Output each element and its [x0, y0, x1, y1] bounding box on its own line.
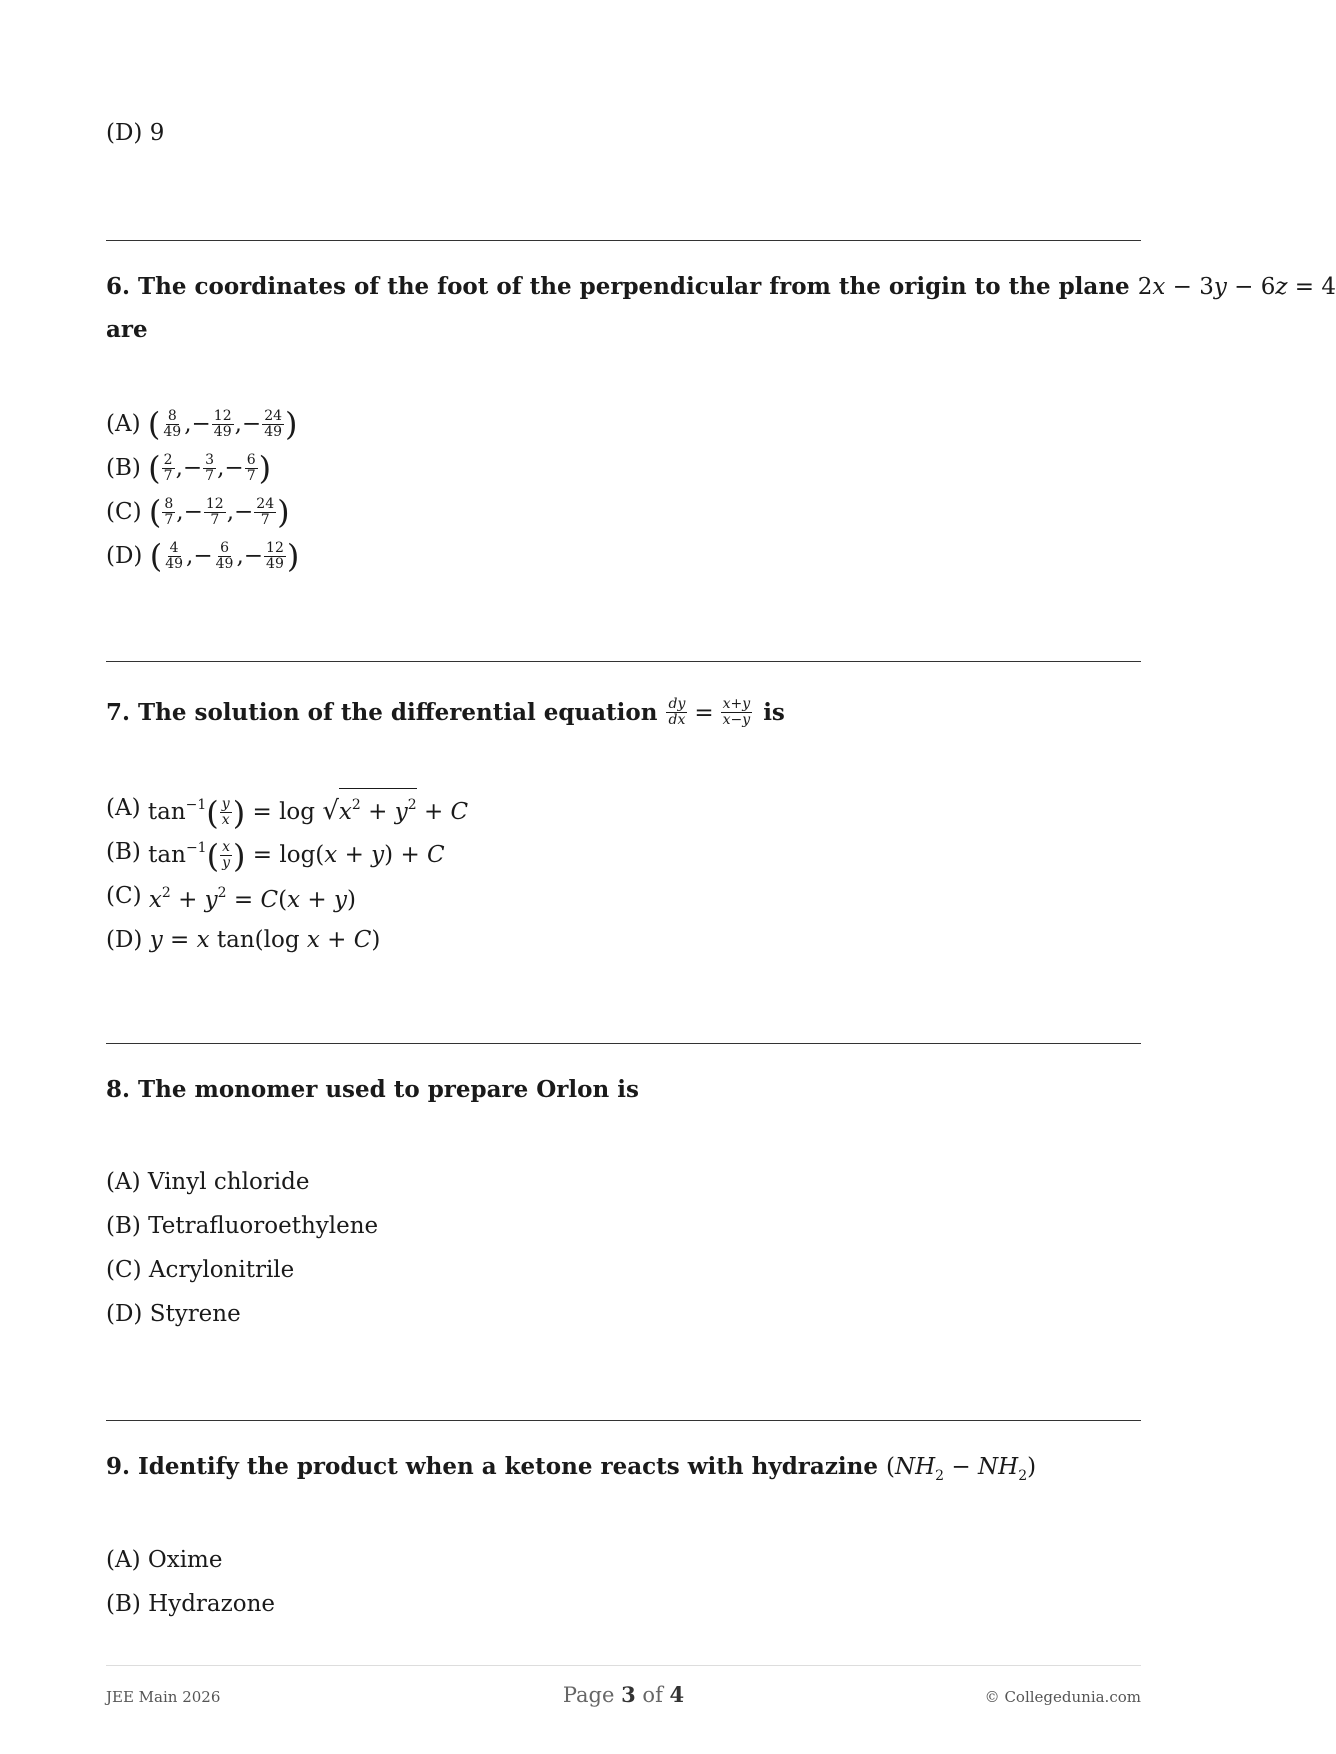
fraction: $\frac{8}{7}$	[164, 495, 174, 528]
fraction: $\frac{3}{7}$	[205, 451, 215, 484]
page-total: 4	[669, 1682, 685, 1707]
prev-option-d: (D) 9	[106, 120, 165, 146]
question-9-equation: $(NH_2 - NH_2)$	[886, 1454, 1037, 1484]
option-label: (D)	[106, 927, 143, 953]
question-9	[106, 1452, 1036, 1491]
question-8-option-d: (D) Styrene	[106, 1301, 241, 1327]
fraction: $\frac{24}{7}$	[256, 495, 275, 528]
question-7-text: 7. The solution of the differential equation	[106, 698, 658, 726]
page-current: 3	[621, 1682, 636, 1707]
option-label: (C)	[106, 499, 142, 525]
fraction: $\frac{6}{7}$	[246, 451, 256, 484]
fraction: $\frac{12}{49}$	[266, 539, 284, 572]
question-7-option-b: (B) $\tan^{-1}$( $\frac{x}{y}$ ) = log(x + y) + C	[106, 836, 445, 875]
question-6-options	[106, 402, 299, 578]
fraction: $\frac{12}{49}$	[213, 407, 232, 440]
option-label: (B)	[106, 839, 141, 865]
fraction: $\frac{2}{7}$	[163, 451, 173, 484]
separator	[106, 1420, 1141, 1421]
fraction: $\frac{4}{49}$	[165, 539, 184, 572]
separator	[106, 240, 1141, 241]
question-6-option-a: (A) ( $\frac{8}{49}$ , − $\frac{12}{49}$ , − $\frac{24}{49}$ )	[106, 405, 298, 443]
option-label: (A)	[106, 795, 141, 821]
page	[106, 0, 1336, 1754]
question-6	[106, 272, 1336, 302]
footer-exam-name: JEE Main 2026	[106, 1688, 221, 1706]
question-6-option-c: (C) ( $\frac{8}{7}$ , − $\frac{12}{7}$ , − $\frac{24}{7}$ )	[106, 493, 290, 531]
question-7-option-c: (C) $x^2 + y^2 = C(x + y)$	[106, 883, 356, 913]
question-7-option-d: (D) y = x tan(log x + C)	[106, 927, 381, 953]
question-9-options	[106, 1538, 275, 1626]
question-8-option-b: (B) Tetrafluoroethylene	[106, 1213, 379, 1239]
question-8-options	[106, 1160, 378, 1336]
question-6-equation: 2x − 3y − 6z = 4	[1137, 274, 1336, 300]
fraction: $\frac{6}{49}$	[215, 539, 234, 572]
option-label: (C)	[106, 883, 142, 909]
page-word: Page	[562, 1683, 615, 1707]
question-8: 8. The monomer used to prepare Orlon is	[106, 1076, 639, 1103]
question-7-text-end: is	[763, 698, 785, 726]
fraction: $\frac{12}{7}$	[205, 495, 224, 528]
footer-copyright: © Collegedunia.com	[984, 1688, 1141, 1706]
option-label: (A)	[106, 411, 141, 437]
question-8-option-c: (C) Acrylonitrile	[106, 1257, 295, 1283]
fraction: $\frac{24}{49}$	[264, 407, 283, 440]
separator	[106, 661, 1141, 662]
question-6-option-d: (D) ( $\frac{4}{49}$ , − $\frac{6}{49}$ , − $\frac{12}{49}$ )	[106, 537, 300, 575]
question-7-option-a: (A) $\tan^{-1}$( $\frac{y}{x}$ ) = $\log √x^2 + y^2 + C$	[106, 786, 468, 830]
page-footer	[106, 1665, 1141, 1726]
question-7-equation: $\frac{dy}{dx}$ = $\frac{x+y}{x-y}$	[668, 696, 751, 728]
question-8-option-a: (A) Vinyl chloride	[106, 1169, 310, 1195]
question-9-option-a: (A) Oxime	[106, 1547, 223, 1573]
question-7-options	[106, 786, 468, 962]
question-6-option-b: (B) ( $\frac{2}{7}$ , − $\frac{3}{7}$ , − $\frac{6}{7}$ )	[106, 449, 272, 487]
option-label: (D)	[106, 543, 143, 569]
question-7	[106, 697, 785, 728]
option-label: (B)	[106, 455, 141, 481]
question-9-option-b: (B) Hydrazone	[106, 1591, 276, 1617]
fraction: $\frac{8}{49}$	[163, 407, 182, 440]
separator	[106, 1043, 1141, 1044]
question-6-text: 6. The coordinates of the foot of the perpendicular from the origin to the plane	[106, 273, 1130, 300]
page-of: of	[642, 1683, 663, 1707]
question-9-text: 9. Identify the product when a ketone reacts with hydrazine	[106, 1453, 878, 1480]
question-6-text-end: are	[106, 316, 148, 343]
